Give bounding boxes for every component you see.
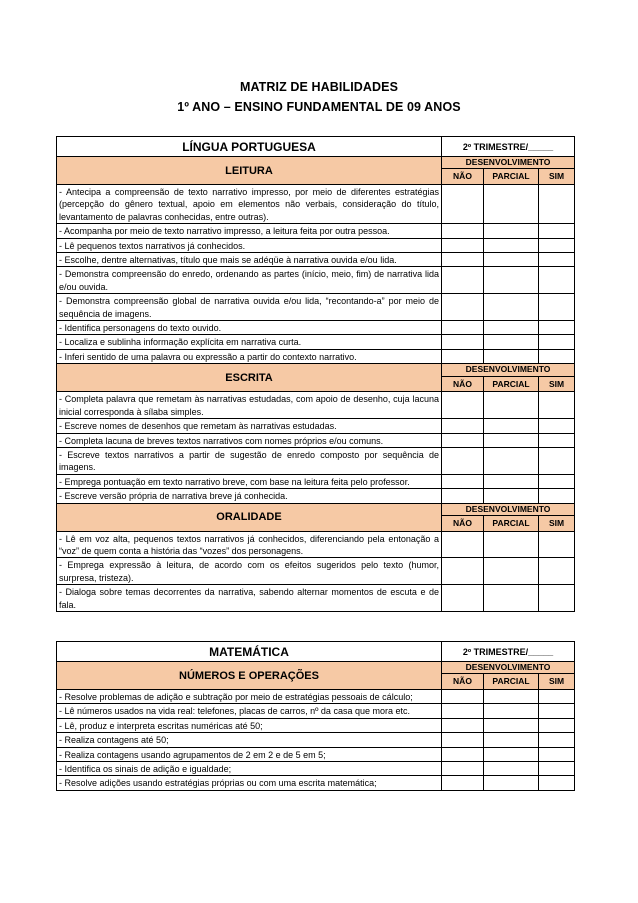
skill-description: - Dialoga sobre temas decorrentes da narrativa, sabendo alternar momentos de escuta e de fala. bbox=[57, 585, 442, 612]
skill-row bbox=[57, 238, 575, 252]
desenvolvimento-header: DESENVOLVIMENTO bbox=[442, 662, 575, 674]
column-header-sim: SIM bbox=[539, 674, 575, 690]
skill-row bbox=[57, 747, 575, 761]
skill-description: - Completa lacuna de breves textos narrativos com nomes próprios e/ou comuns. bbox=[57, 433, 442, 447]
check-cell-nao[interactable] bbox=[442, 776, 484, 790]
check-cell-parcial[interactable] bbox=[484, 335, 539, 349]
check-cell-sim[interactable] bbox=[539, 558, 575, 585]
skill-description: - Emprega expressão à leitura, de acordo com os efeitos sugeridos pelo texto (humor, surpresa, tristeza). bbox=[57, 558, 442, 585]
check-cell-sim[interactable] bbox=[539, 733, 575, 747]
skill-row bbox=[57, 294, 575, 321]
column-header-sim: SIM bbox=[539, 376, 575, 392]
column-header-sim: SIM bbox=[539, 515, 575, 531]
desenvolvimento-header: DESENVOLVIMENTO bbox=[442, 364, 575, 376]
skill-description: - Localiza e sublinha informação explícita em narrativa curta. bbox=[57, 335, 442, 349]
check-cell-nao[interactable] bbox=[442, 762, 484, 776]
skill-row bbox=[57, 733, 575, 747]
check-cell-nao[interactable] bbox=[442, 489, 484, 503]
section-title-numeros-e-operacoes: NÚMEROS E OPERAÇÕES bbox=[57, 662, 442, 690]
trimestre-label: 2º TRIMESTRE/_____ bbox=[442, 137, 575, 157]
portugues-table bbox=[56, 136, 575, 612]
check-cell-parcial[interactable] bbox=[484, 762, 539, 776]
skill-row bbox=[57, 531, 575, 558]
check-cell-nao[interactable] bbox=[442, 718, 484, 732]
check-cell-nao[interactable] bbox=[442, 419, 484, 433]
check-cell-sim[interactable] bbox=[539, 531, 575, 558]
check-cell-parcial[interactable] bbox=[484, 253, 539, 267]
check-cell-sim[interactable] bbox=[539, 762, 575, 776]
skill-row bbox=[57, 349, 575, 363]
skill-row bbox=[57, 585, 575, 612]
check-cell-parcial[interactable] bbox=[484, 238, 539, 252]
check-cell-parcial[interactable] bbox=[484, 321, 539, 335]
skill-description: - Lê números usados na vida real: telefones, placas de carros, nº da casa que mora etc. bbox=[57, 704, 442, 718]
skill-row bbox=[57, 558, 575, 585]
skill-description: - Lê pequenos textos narrativos já conhecidos. bbox=[57, 238, 442, 252]
check-cell-nao[interactable] bbox=[442, 474, 484, 488]
skill-row bbox=[57, 419, 575, 433]
skill-description: - Resolve adições usando estratégias próprias ou com uma escrita matemática; bbox=[57, 776, 442, 790]
skill-row bbox=[57, 335, 575, 349]
check-cell-nao[interactable] bbox=[442, 349, 484, 363]
skill-description: - Lê em voz alta, pequenos textos narrativos já conhecidos, diferenciando pela entonação a “voz” de quem conta a história das “vozes” dos personagens. bbox=[57, 531, 442, 558]
check-cell-parcial[interactable] bbox=[484, 474, 539, 488]
check-cell-parcial[interactable] bbox=[484, 489, 539, 503]
skill-description: - Completa palavra que remetam às narrativas estudadas, com apoio de desenho, cuja lacuna inicial corresponda à sílaba simples. bbox=[57, 392, 442, 419]
skill-description: - Identifica os sinais de adição e igualdade; bbox=[57, 762, 442, 776]
section-title-escrita: ESCRITA bbox=[57, 364, 442, 392]
check-cell-nao[interactable] bbox=[442, 747, 484, 761]
skill-row bbox=[57, 253, 575, 267]
matematica-table bbox=[56, 641, 575, 791]
skill-row bbox=[57, 185, 575, 224]
check-cell-sim[interactable] bbox=[539, 776, 575, 790]
check-cell-nao[interactable] bbox=[442, 294, 484, 321]
check-cell-parcial[interactable] bbox=[484, 267, 539, 294]
check-cell-parcial[interactable] bbox=[484, 294, 539, 321]
check-cell-parcial[interactable] bbox=[484, 419, 539, 433]
skill-description: - Demonstra compreensão do enredo, ordenando as partes (início, meio, fim) de narrativa lida e/ou ouvida. bbox=[57, 267, 442, 294]
check-cell-parcial[interactable] bbox=[484, 718, 539, 732]
check-cell-sim[interactable] bbox=[539, 747, 575, 761]
skill-description: - Escreve versão própria de narrativa breve já conhecida. bbox=[57, 489, 442, 503]
column-header-parcial: PARCIAL bbox=[484, 674, 539, 690]
check-cell-nao[interactable] bbox=[442, 267, 484, 294]
skill-description: - Inferi sentido de uma palavra ou expressão a partir do contexto narrativo. bbox=[57, 349, 442, 363]
check-cell-nao[interactable] bbox=[442, 447, 484, 474]
check-cell-parcial[interactable] bbox=[484, 747, 539, 761]
document-subtitle: 1º ANO – ENSINO FUNDAMENTAL DE 09 ANOS bbox=[177, 100, 461, 114]
column-header-parcial: PARCIAL bbox=[484, 169, 539, 185]
check-cell-parcial[interactable] bbox=[484, 690, 539, 704]
check-cell-nao[interactable] bbox=[442, 224, 484, 238]
skill-description: - Realiza contagens até 50; bbox=[57, 733, 442, 747]
check-cell-sim[interactable] bbox=[539, 419, 575, 433]
check-cell-nao[interactable] bbox=[442, 690, 484, 704]
skill-row bbox=[57, 718, 575, 732]
column-header-nao: NÃO bbox=[442, 674, 484, 690]
check-cell-sim[interactable] bbox=[539, 447, 575, 474]
check-cell-nao[interactable] bbox=[442, 335, 484, 349]
trimestre-label: 2º TRIMESTRE/_____ bbox=[442, 642, 575, 662]
skill-description: - Escreve textos narrativos a partir de sugestão de enredo composto por sequência de imagens. bbox=[57, 447, 442, 474]
check-cell-sim[interactable] bbox=[539, 321, 575, 335]
check-cell-sim[interactable] bbox=[539, 349, 575, 363]
check-cell-parcial[interactable] bbox=[484, 447, 539, 474]
skill-description: - Lê, produz e interpreta escritas numéricas até 50; bbox=[57, 718, 442, 732]
skill-description: - Demonstra compreensão global de narrativa ouvida e/ou lida, “recontando-a” por meio de sequência de imagens. bbox=[57, 294, 442, 321]
check-cell-parcial[interactable] bbox=[484, 558, 539, 585]
subject-title-portugues: LÍNGUA PORTUGUESA bbox=[57, 137, 442, 157]
check-cell-sim[interactable] bbox=[539, 294, 575, 321]
check-cell-sim[interactable] bbox=[539, 267, 575, 294]
skill-row bbox=[57, 447, 575, 474]
check-cell-nao[interactable] bbox=[442, 585, 484, 612]
check-cell-nao[interactable] bbox=[442, 558, 484, 585]
skill-row bbox=[57, 704, 575, 718]
skill-description: - Identifica personagens do texto ouvido. bbox=[57, 321, 442, 335]
check-cell-nao[interactable] bbox=[442, 433, 484, 447]
check-cell-sim[interactable] bbox=[539, 489, 575, 503]
check-cell-parcial[interactable] bbox=[484, 585, 539, 612]
check-cell-parcial[interactable] bbox=[484, 433, 539, 447]
section-title-oralidade: ORALIDADE bbox=[57, 503, 442, 531]
check-cell-sim[interactable] bbox=[539, 474, 575, 488]
check-cell-sim[interactable] bbox=[539, 253, 575, 267]
check-cell-sim[interactable] bbox=[539, 718, 575, 732]
column-header-nao: NÃO bbox=[442, 169, 484, 185]
check-cell-sim[interactable] bbox=[539, 704, 575, 718]
column-header-nao: NÃO bbox=[442, 376, 484, 392]
desenvolvimento-header: DESENVOLVIMENTO bbox=[442, 157, 575, 169]
skill-description: - Acompanha por meio de texto narrativo impresso, a leitura feita por outra pessoa. bbox=[57, 224, 442, 238]
check-cell-parcial[interactable] bbox=[484, 776, 539, 790]
check-cell-parcial[interactable] bbox=[484, 704, 539, 718]
check-cell-parcial[interactable] bbox=[484, 349, 539, 363]
skill-description: - Resolve problemas de adição e subtração por meio de estratégias pessoais de cálculo; bbox=[57, 690, 442, 704]
check-cell-sim[interactable] bbox=[539, 433, 575, 447]
check-cell-sim[interactable] bbox=[539, 335, 575, 349]
skill-row bbox=[57, 474, 575, 488]
column-header-sim: SIM bbox=[539, 169, 575, 185]
skill-description: - Escreve nomes de desenhos que remetam às narrativas estudadas. bbox=[57, 419, 442, 433]
subject-title-matematica: MATEMÁTICA bbox=[57, 642, 442, 662]
column-header-parcial: PARCIAL bbox=[484, 515, 539, 531]
check-cell-nao[interactable] bbox=[442, 392, 484, 419]
column-header-parcial: PARCIAL bbox=[484, 376, 539, 392]
check-cell-nao[interactable] bbox=[442, 253, 484, 267]
check-cell-sim[interactable] bbox=[539, 224, 575, 238]
check-cell-sim[interactable] bbox=[539, 690, 575, 704]
skill-description: - Escolhe, dentre alternativas, título que mais se adéqüe à narrativa ouvida e/ou lida. bbox=[57, 253, 442, 267]
check-cell-parcial[interactable] bbox=[484, 733, 539, 747]
check-cell-parcial[interactable] bbox=[484, 224, 539, 238]
skill-row bbox=[57, 267, 575, 294]
check-cell-nao[interactable] bbox=[442, 185, 484, 224]
document-title: MATRIZ DE HABILIDADES bbox=[239, 80, 399, 94]
column-header-nao: NÃO bbox=[442, 515, 484, 531]
check-cell-nao[interactable] bbox=[442, 321, 484, 335]
desenvolvimento-header: DESENVOLVIMENTO bbox=[442, 503, 575, 515]
check-cell-parcial[interactable] bbox=[484, 531, 539, 558]
check-cell-nao[interactable] bbox=[442, 531, 484, 558]
check-cell-sim[interactable] bbox=[539, 392, 575, 419]
skill-row bbox=[57, 224, 575, 238]
skill-row bbox=[57, 392, 575, 419]
skill-row bbox=[57, 690, 575, 704]
skill-row bbox=[57, 776, 575, 790]
skill-row bbox=[57, 433, 575, 447]
check-cell-nao[interactable] bbox=[442, 238, 484, 252]
check-cell-sim[interactable] bbox=[539, 585, 575, 612]
section-title-leitura: LEITURA bbox=[57, 157, 442, 185]
skill-description: - Realiza contagens usando agrupamentos de 2 em 2 e de 5 em 5; bbox=[57, 747, 442, 761]
check-cell-parcial[interactable] bbox=[484, 185, 539, 224]
check-cell-nao[interactable] bbox=[442, 733, 484, 747]
check-cell-sim[interactable] bbox=[539, 185, 575, 224]
skill-row bbox=[57, 321, 575, 335]
skill-row bbox=[57, 489, 575, 503]
skill-description: - Emprega pontuação em texto narrativo breve, com base na leitura feita pelo professor. bbox=[57, 474, 442, 488]
skill-description: - Antecipa a compreensão de texto narrativo impresso, por meio de diferentes estratégias (percepção do gênero textual, apoio em elementos não verbais, consideração do título, levantamento de palavras conhecidas, entre outras). bbox=[57, 185, 442, 224]
check-cell-sim[interactable] bbox=[539, 238, 575, 252]
check-cell-nao[interactable] bbox=[442, 704, 484, 718]
skill-row bbox=[57, 762, 575, 776]
check-cell-parcial[interactable] bbox=[484, 392, 539, 419]
